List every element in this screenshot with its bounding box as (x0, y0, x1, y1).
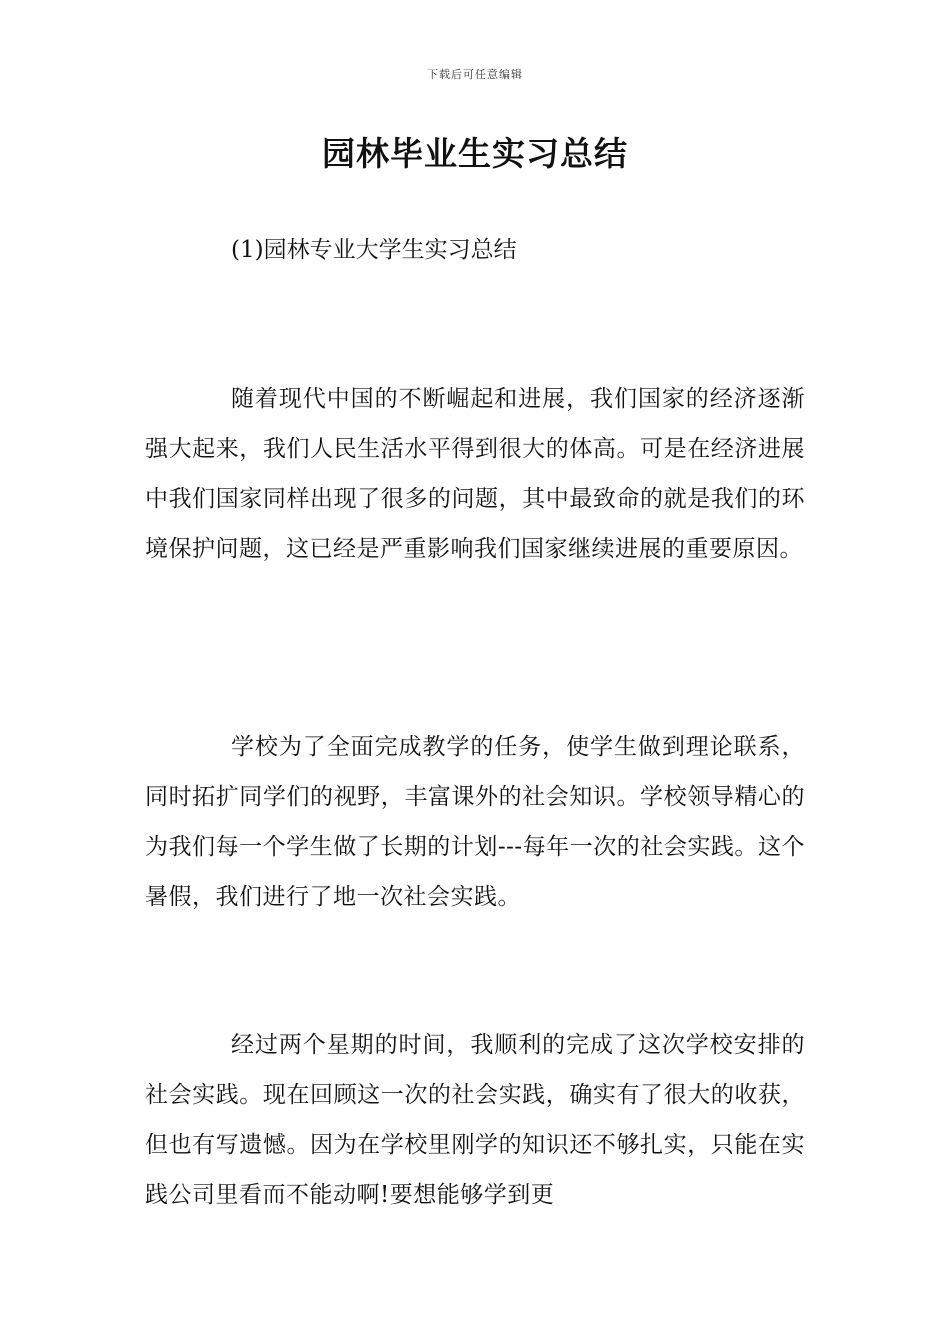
page-header-note: 下载后可任意编辑 (427, 68, 523, 81)
section-heading: (1)园林专业大学生实习总结 (231, 237, 517, 263)
paragraph-1: 随着现代中国的不断崛起和进展，我们国家的经济逐渐强大起来，我们人民生活水平得到很大的体高。可是在经济进展中我们国家同样出现了很多的问题，其中最致命的就是我们的环境保护问题，这已经是严重影响我们国家继续进展的重要原因。 (145, 386, 805, 562)
paragraph-3: 经过两个星期的时间，我顺利的完成了这次学校安排的社会实践。现在回顾这一次的社会实践，确实有了很大的收获，但也有写遗憾。因为在学校里刚学的知识还不够扎实，只能在实践公司里看而不能动啊!要想能够学到更 (145, 1032, 805, 1208)
paragraph-2: 学校为了全面完成教学的任务，使学生做到理论联系，同时拓扩同学们的视野，丰富课外的社会知识。学校领导精心的为我们每一个学生做了长期的计划---每年一次的社会实践。这个暑假，我们进行了地一次社会实践。 (145, 734, 805, 910)
document-title: 园林毕业生实习总结 (322, 134, 628, 173)
